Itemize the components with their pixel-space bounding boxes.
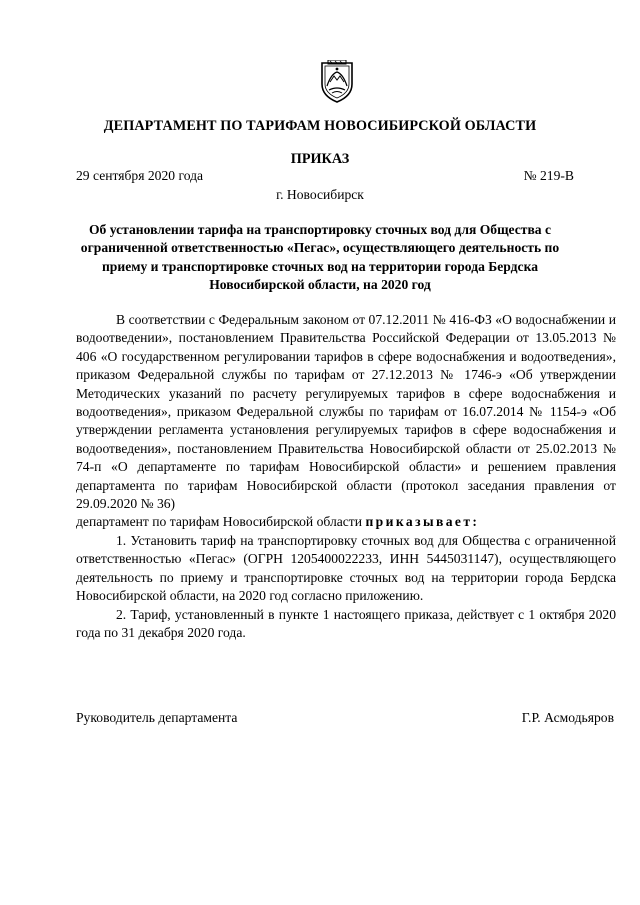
signature-name: Г.Р. Асмодьяров (521, 710, 614, 725)
order-subject: Об установлении тарифа на транспортировку сточных вод для Общества с ограниченной ответственностью «Пегас», осуществляющего деятельность по приему и транспортировке сточных вод на территории города Бердска Новосибирской области, на 2020 год (80, 222, 560, 293)
item-1-paragraph: 1. Установить тариф на транспортировку сточных вод для Общества с ограниченной ответственностью «Пегас» (ОГРН 1205400022233, ИНН 5445031147), осуществляющего деятельность по приему и транспортировке сточных вод на территории города Бердска Новосибирской области, на 2020 год согласно приложению. (76, 532, 616, 604)
order-date: 29 сентября 2020 года (76, 168, 204, 183)
order-title: ПРИКАЗ (290, 151, 350, 167)
order-city: г. Новосибирск (276, 187, 364, 202)
order-body (76, 311, 616, 642)
orders-line (76, 513, 616, 531)
item-2-paragraph: 2. Тариф, установленный в пункте 1 настоящего приказа, действует с 1 октября 2020 года по 31 декабря 2020 года. (76, 606, 616, 640)
orders-word: приказывает: (365, 514, 480, 530)
order-number: № 219-В (523, 168, 574, 183)
department-title: ДЕПАРТАМЕНТ ПО ТАРИФАМ НОВОСИБИРСКОЙ ОБЛАСТИ (103, 118, 537, 134)
signature-role: Руководитель департамента (76, 710, 238, 725)
preamble-paragraph: В соответствии с Федеральным законом от 07.12.2011 № 416-ФЗ «О водоснабжении и водоотведении», постановлением Правительства Российской Федерации от 13.05.2013 № 406 «О государственном регулировании тарифов в сфере водоснабжения и водоотведения», приказом Федеральной службы по тарифам от 27.12.2013 № 1746-э «Об утверждении Методических указаний по расчету регулируемых тарифов в сфере водоснабжения и водоотведения», приказом Федеральной службы по тарифам от 16.07.2014 № 1154-э «Об утверждении регламента установления регулируемых тарифов в сфере водоснабжения и водоотведения», постановлением Правительства Новосибирской области от 25.02.2013 № 74-п «О департаменте по тарифам Новосибирской области» и решением правления департамента по тарифам Новосибирской области (протокол заседания правления от 29.09.2020 № 36) (76, 312, 616, 512)
orders-lead: департамент по тарифам Новосибирской области (76, 514, 363, 530)
coat-of-arms-icon (318, 60, 356, 104)
